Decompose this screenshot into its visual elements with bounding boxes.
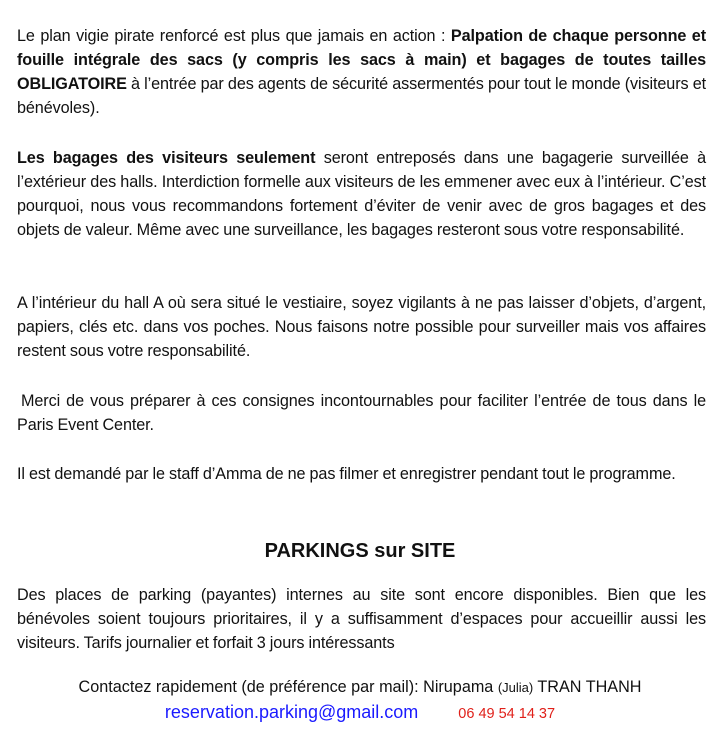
contact-surname: TRAN THANH: [533, 678, 642, 696]
cloakroom-paragraph: A l’intérieur du hall A où sera situé le vestiaire, soyez vigilants à ne pas laisser d’objets, d’argent, papiers, clés etc. dans vos poches. Nous faisons notre possible pour surveiller mais vos affaires restent sous votre responsabilité.: [17, 294, 706, 360]
luggage-bold-text: Les bagages des visiteurs seulement: [17, 149, 316, 167]
contact-intro: Contactez rapidement (de préférence par mail): Nirupama: [78, 678, 498, 696]
contact-email-link[interactable]: reservation.parking@gmail.com: [164, 702, 419, 722]
security-paragraph: [17, 24, 706, 120]
security-intro-text: Le plan vigie pirate renforcé est plus que jamais en action :: [17, 27, 451, 45]
security-bold-text: Palpation de chaque personne et fouille intégrale des sacs (y compris les sacs à main) et bagages de toutes tailles OBLIGATOIRE: [17, 27, 706, 93]
luggage-paragraph: [17, 146, 706, 242]
luggage-body-text: seront entreposés dans une bagagerie surveillée à l’extérieur des halls. Interdiction formelle aux visiteurs de les emmener avec eux à l’intérieur. C’est pourquoi, nous vous recommandons fortement d’éviter de venir avec de gros bagages et des objets de valeur. Même avec une surveillance, les bagages resteront sous votre responsabilité.: [17, 149, 706, 239]
contact-details: [0, 700, 720, 726]
parking-paragraph: Des places de parking (payantes) internes au site sont encore disponibles. Bien que les bénévoles soient toujours prioritaires, il y a suffisamment d’espaces pour accueillir aussi les visiteurs. Tarifs journalier et forfait 3 jours intéressants: [17, 586, 706, 652]
parking-heading: PARKINGS sur SITE: [264, 540, 456, 562]
contact-phone: 06 49 54 14 37: [458, 706, 556, 722]
thanks-paragraph: Merci de vous préparer à ces consignes incontournables pour faciliter l’entrée de tous dans le Paris Event Center.: [17, 392, 706, 434]
contact-nickname: (Julia): [497, 680, 534, 695]
filming-paragraph: Il est demandé par le staff d’Amma de ne pas filmer et enregistrer pendant tout le programme.: [17, 465, 676, 483]
security-end-text: à l’entrée par des agents de sécurité assermentés pour tout le monde (visiteurs et bénévoles).: [17, 75, 706, 117]
contact-line: [0, 676, 720, 699]
